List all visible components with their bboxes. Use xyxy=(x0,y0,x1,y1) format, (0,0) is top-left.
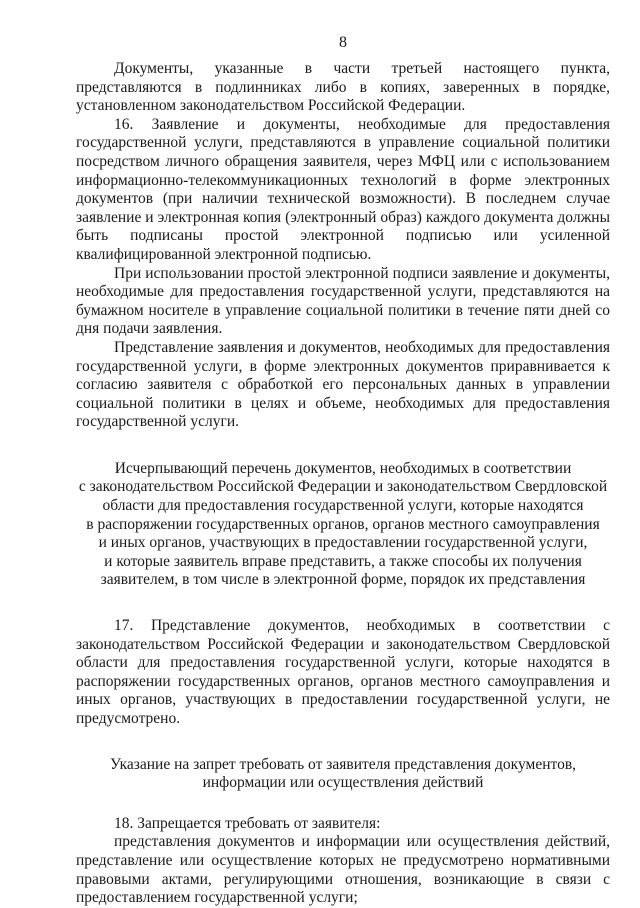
heading-line: Исчерпывающий перечень документов, необходимых в соответствии xyxy=(114,459,572,477)
heading-line: заявителем, в том числе в электронной форме, порядок их представления xyxy=(100,571,586,589)
spacer xyxy=(76,793,610,815)
section-heading-prohibition xyxy=(76,756,610,793)
section-heading-documents xyxy=(76,460,610,590)
heading-line: Указание на запрет требовать от заявителя представления документов, xyxy=(109,755,577,773)
heading-line: в распоряжении государственных органов, органов местного самоуправления xyxy=(86,515,600,533)
paragraph-originals-copies: Документы, указанные в части третьей настоящего пункта, представляются в подлинниках либо в копиях, заверенных в порядке, установленном законодательством Российской Федерации. xyxy=(76,60,610,115)
heading-line: информации или осуществления действий xyxy=(202,774,484,792)
heading-line: с законодательством Российской Федерации и законодательством Свердловской xyxy=(78,478,608,496)
paragraph-16: 16. Заявление и документы, необходимые для предоставления государственной услуги, представляются в управление социальной политики посредством личного обращения заявителя, через МФЦ или с использованием информационно-телекоммуникационных технологий в форме электронных документов (при наличии технической возможности). В последнем случае заявление и электронная копия (электронный образ) каждого документа должны быть подписаны простой электронной подписью или усиленной квалифицированной электронной подписью. xyxy=(76,115,610,263)
paragraph-18-item: представления документов и информации или осуществления действий, представление или осуществление которых не предусмотрено нормативными правовыми актами, регулирующими отношения, возникающие в связи с предоставлением государственной услуги; xyxy=(76,833,610,907)
paragraph-simple-signature: При использовании простой электронной подписи заявление и документы, необходимые для предоставления государственной услуги, представляются на бумажном носителе в управление социальной политики в течение пяти дней со дня подачи заявления. xyxy=(76,264,610,338)
spacer xyxy=(76,432,610,460)
spacer xyxy=(76,590,610,617)
document-page xyxy=(76,34,610,908)
heading-line: и которые заявитель вправе представить, а также способы их получения xyxy=(104,552,582,570)
heading-line: области для предоставления государственной услуги, которые находятся xyxy=(102,497,584,515)
spacer xyxy=(76,729,610,756)
paragraph-18: 18. Запрещается требовать от заявителя: xyxy=(114,814,381,832)
page-number: 8 xyxy=(339,34,347,51)
paragraph-consent: Представление заявления и документов, необходимых для предоставления государственной услуги, в форме электронных документов приравнивается к согласию заявителя с обработкой его персональных данных в управлении социальной политики в целях и объеме, необходимых для предоставления государственной услуги. xyxy=(76,338,610,431)
paragraph-17: 17. Представление документов, необходимых в соответствии с законодательством Российской Федерации и законодательством Свердловской области для предоставления государственной услуги, которые находятся в распоряжении государственных органов, органов местного самоуправления и иных органов, участвующих в предоставлении государственной услуги, не предусмотрено. xyxy=(76,617,610,727)
heading-line: и иных органов, участвующих в предоставлении государственной услуги, xyxy=(98,534,588,552)
